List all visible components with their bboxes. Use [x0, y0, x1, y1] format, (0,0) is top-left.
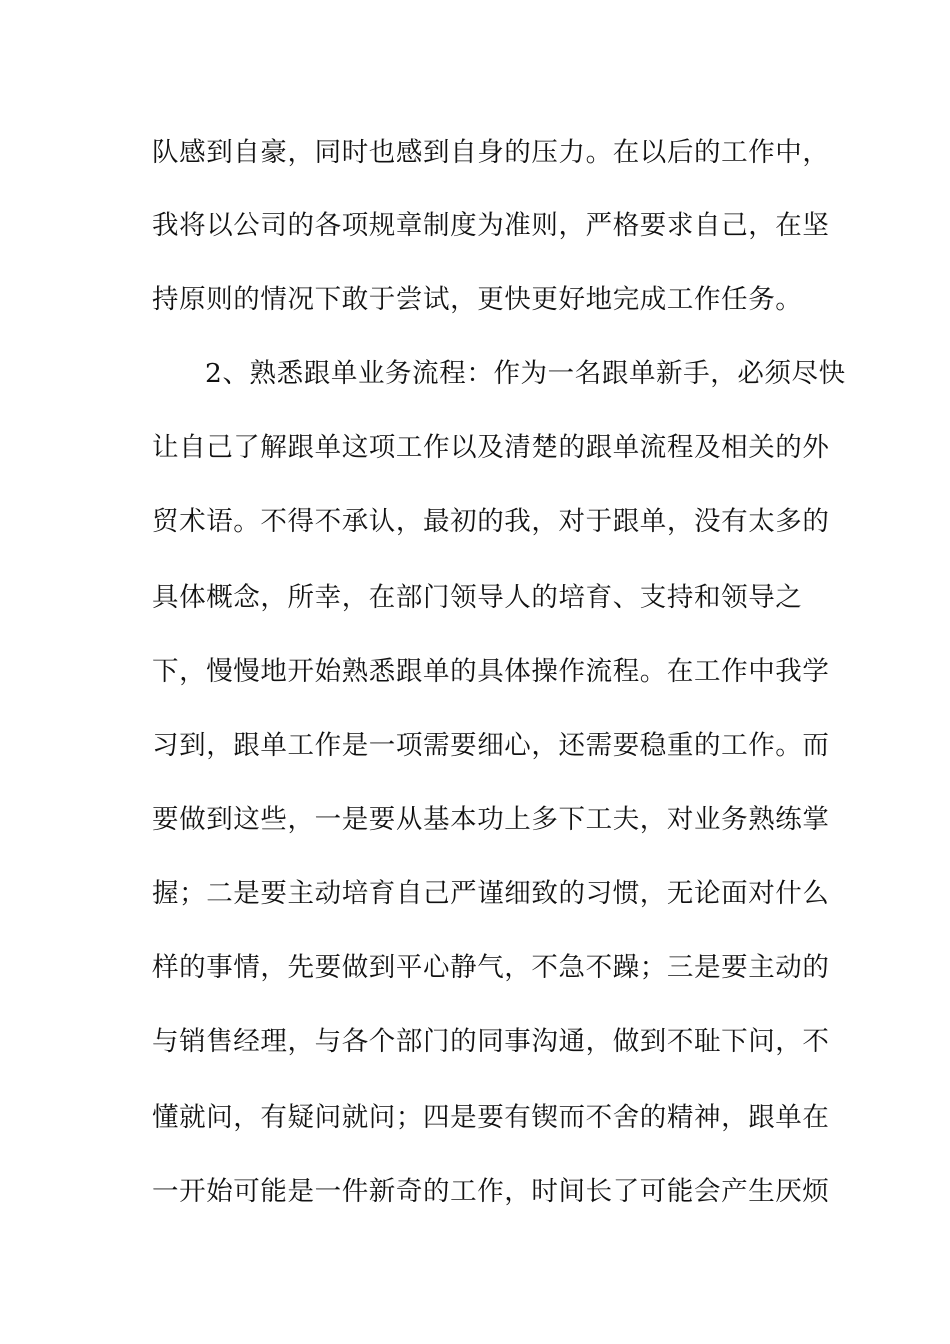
paragraph-line: 握；二是要主动培育自己严谨细致的习惯，无论面对什么	[152, 878, 830, 909]
paragraph-line: 习到，跟单工作是一项需要细心，还需要稳重的工作。而	[152, 730, 830, 761]
paragraph-line: 持原则的情况下敢于尝试，更快更好地完成工作任务。	[152, 284, 803, 315]
paragraph-line: 2、熟悉跟单业务流程：作为一名跟单新手，必须尽快	[205, 358, 846, 389]
paragraph-line: 要做到这些，一是要从基本功上多下工夫，对业务熟练掌	[152, 804, 830, 835]
paragraph-line: 贸术语。不得不承认，最初的我，对于跟单，没有太多的	[152, 506, 830, 537]
paragraph-line: 具体概念，所幸，在部门领导人的培育、支持和领导之	[152, 582, 803, 613]
paragraph-line: 与销售经理，与各个部门的同事沟通，做到不耻下问，不	[152, 1026, 830, 1057]
paragraph-line: 我将以公司的各项规章制度为准则，严格要求自己，在坚	[152, 210, 830, 241]
paragraph-line: 样的事情，先要做到平心静气，不急不躁；三是要主动的	[152, 952, 830, 983]
paragraph-line: 懂就问，有疑问就问；四是要有锲而不舍的精神，跟单在	[152, 1102, 830, 1133]
paragraph-line: 让自己了解跟单这项工作以及清楚的跟单流程及相关的外	[152, 432, 830, 463]
paragraph-line: 下，慢慢地开始熟悉跟单的具体操作流程。在工作中我学	[152, 656, 830, 687]
paragraph-line: 队感到自豪，同时也感到自身的压力。在以后的工作中，	[152, 137, 830, 168]
paragraph-line: 一开始可能是一件新奇的工作，时间长了可能会产生厌烦	[152, 1176, 830, 1207]
